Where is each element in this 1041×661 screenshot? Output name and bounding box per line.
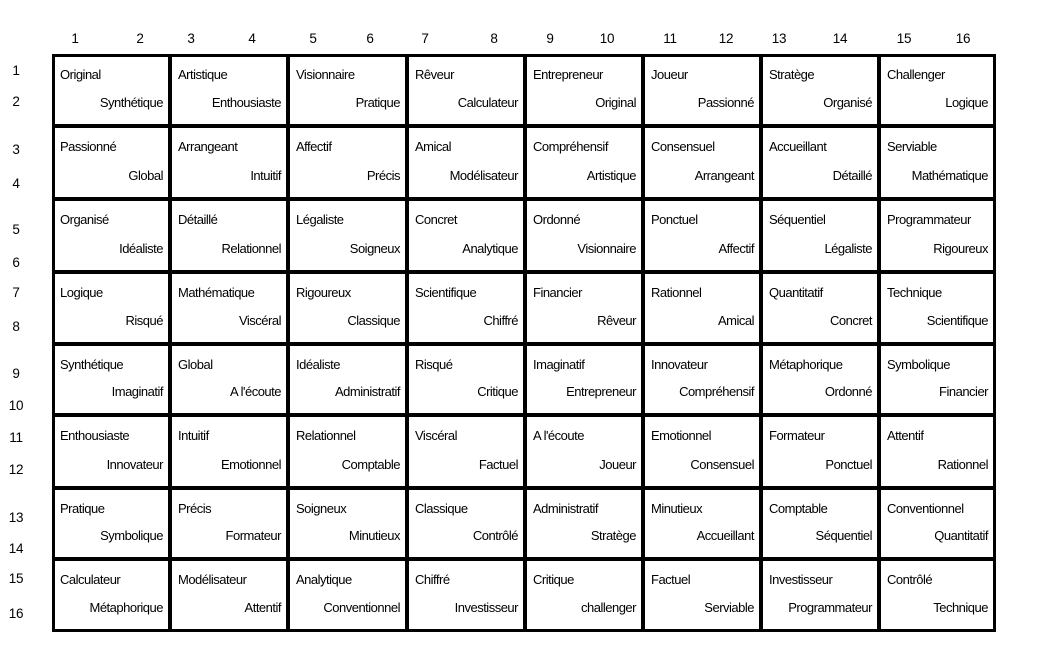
cell-word-bottom: Innovateur xyxy=(106,457,163,472)
cell-word-top: Viscéral xyxy=(415,428,458,443)
grid-column-divider xyxy=(641,57,645,629)
cell-word-bottom: Intuitif xyxy=(250,168,281,183)
cell-word-bottom: Rêveur xyxy=(597,313,636,328)
cell-word-bottom: Rigoureux xyxy=(933,241,988,256)
cell-word-bottom: Pratique xyxy=(355,95,400,110)
cell-word-top: Rationnel xyxy=(651,285,702,300)
cell-word-bottom: Scientifique xyxy=(926,313,988,328)
column-number: 7 xyxy=(421,31,429,46)
cell-word-top: Concret xyxy=(415,212,458,227)
grid-column-divider xyxy=(877,57,881,629)
cell-word-bottom: Légaliste xyxy=(824,241,872,256)
grid-cell xyxy=(291,275,405,342)
column-number: 16 xyxy=(955,31,971,46)
cell-word-top: Calculateur xyxy=(60,572,121,587)
cell-word-bottom: Joueur xyxy=(599,457,636,472)
grid-cell xyxy=(291,129,405,197)
cell-word-bottom: Arrangeant xyxy=(694,168,754,183)
grid-cell xyxy=(55,57,168,124)
row-number: 13 xyxy=(8,510,24,525)
cell-word-top: Passionné xyxy=(60,139,117,154)
column-number: 3 xyxy=(187,31,195,46)
grid-cell xyxy=(764,491,877,557)
cell-word-bottom: Financier xyxy=(939,384,988,399)
cell-word-top: Symbolique xyxy=(887,357,950,372)
cell-word-top: Administratif xyxy=(533,501,599,516)
row-number: 15 xyxy=(8,571,24,586)
grid-cell xyxy=(173,418,286,486)
row-number: 9 xyxy=(12,366,20,381)
row-number: 10 xyxy=(8,398,24,413)
cell-word-top: Investisseur xyxy=(769,572,833,587)
cell-word-top: Entrepreneur xyxy=(533,67,603,82)
grid-cell xyxy=(646,275,759,342)
column-number: 1 xyxy=(71,31,79,46)
grid-cell xyxy=(882,57,993,124)
cell-word-top: Ordonné xyxy=(533,212,581,227)
grid-cell xyxy=(882,491,993,557)
column-number: 6 xyxy=(366,31,374,46)
grid-cell xyxy=(646,491,759,557)
grid-cell xyxy=(528,418,641,486)
cell-word-bottom: Synthétique xyxy=(99,95,163,110)
grid-cell xyxy=(173,202,286,270)
column-number: 5 xyxy=(309,31,317,46)
column-number: 2 xyxy=(136,31,144,46)
grid-cell xyxy=(882,347,993,413)
cell-word-top: Attentif xyxy=(887,428,924,443)
cell-word-bottom: A l'écoute xyxy=(230,384,281,399)
row-number: 14 xyxy=(8,541,24,556)
cell-word-top: Chiffré xyxy=(415,572,450,587)
cell-word-bottom: Précis xyxy=(366,168,400,183)
cell-word-top: Programmateur xyxy=(887,212,971,227)
cell-word-bottom: Imaginatif xyxy=(111,384,163,399)
cell-word-bottom: Consensuel xyxy=(690,457,754,472)
cell-word-bottom: Entrepreneur xyxy=(566,384,636,399)
cell-word-bottom: Relationnel xyxy=(221,241,281,256)
cell-word-bottom: Conventionnel xyxy=(323,600,400,615)
grid-cell xyxy=(410,418,523,486)
grid-cell xyxy=(764,275,877,342)
grid-cell xyxy=(764,418,877,486)
cell-word-bottom: Technique xyxy=(933,600,988,615)
grid-cell xyxy=(173,347,286,413)
grid-cell xyxy=(55,275,168,342)
grid-cell xyxy=(291,418,405,486)
cell-word-top: Précis xyxy=(178,501,212,516)
column-number: 8 xyxy=(490,31,498,46)
cell-word-bottom: Ordonné xyxy=(824,384,872,399)
cell-word-bottom: Visionnaire xyxy=(577,241,636,256)
cell-word-bottom: Organisé xyxy=(823,95,872,110)
cell-word-bottom: Rationnel xyxy=(937,457,988,472)
cell-word-bottom: Critique xyxy=(477,384,518,399)
grid-cell xyxy=(764,57,877,124)
cell-word-top: Relationnel xyxy=(296,428,356,443)
grid-cell xyxy=(291,562,405,629)
grid-cell xyxy=(291,57,405,124)
grid-cell xyxy=(882,418,993,486)
grid-cell xyxy=(646,562,759,629)
row-number: 12 xyxy=(8,462,24,477)
grid-cell xyxy=(882,275,993,342)
grid-cell xyxy=(173,129,286,197)
cell-word-bottom: Global xyxy=(128,168,163,183)
cell-word-top: Global xyxy=(178,357,213,372)
column-number: 15 xyxy=(896,31,912,46)
cell-word-top: Logique xyxy=(60,285,103,300)
cell-word-top: Affectif xyxy=(296,139,332,154)
grid-cell xyxy=(55,562,168,629)
cell-word-bottom: Compréhensif xyxy=(679,384,754,399)
grid-cell xyxy=(764,129,877,197)
grid-cell xyxy=(882,202,993,270)
grid-cell xyxy=(55,202,168,270)
grid-cell xyxy=(528,275,641,342)
grid-cell xyxy=(55,129,168,197)
grid-cell xyxy=(646,129,759,197)
grid-cell xyxy=(55,347,168,413)
cell-word-top: Accueillant xyxy=(769,139,827,154)
row-number: 7 xyxy=(12,285,20,300)
grid-cell xyxy=(410,347,523,413)
cell-word-top: Comptable xyxy=(769,501,828,516)
grid-cell xyxy=(764,347,877,413)
cell-word-top: Critique xyxy=(533,572,574,587)
cell-word-top: Organisé xyxy=(60,212,109,227)
cell-word-top: Technique xyxy=(887,285,942,300)
cell-word-top: Enthousiaste xyxy=(60,428,130,443)
cell-word-top: Synthétique xyxy=(60,357,124,372)
cell-word-bottom: Calculateur xyxy=(457,95,518,110)
grid-cell xyxy=(410,562,523,629)
grid-cell xyxy=(764,202,877,270)
grid-cell xyxy=(528,57,641,124)
cell-word-top: Amical xyxy=(415,139,452,154)
cell-word-top: Soigneux xyxy=(296,501,347,516)
cell-word-top: Ponctuel xyxy=(651,212,698,227)
cell-word-top: Serviable xyxy=(887,139,937,154)
cell-word-bottom: Programmateur xyxy=(788,600,872,615)
cell-word-bottom: Analytique xyxy=(462,241,518,256)
cell-word-bottom: Soigneux xyxy=(349,241,400,256)
cell-word-bottom: Attentif xyxy=(244,600,281,615)
grid-cell xyxy=(646,347,759,413)
cell-word-top: Financier xyxy=(533,285,582,300)
grid-cell xyxy=(55,491,168,557)
row-number: 8 xyxy=(12,319,20,334)
cell-word-top: Risqué xyxy=(415,357,453,372)
cell-word-top: Factuel xyxy=(651,572,691,587)
cell-word-top: Modélisateur xyxy=(178,572,247,587)
grid-cell xyxy=(528,491,641,557)
grid-cell xyxy=(646,202,759,270)
cell-word-bottom: Concret xyxy=(829,313,872,328)
cell-word-bottom: Amical xyxy=(717,313,754,328)
cell-word-bottom: Stratège xyxy=(590,528,636,543)
cell-word-top: Joueur xyxy=(651,67,688,82)
row-number: 16 xyxy=(8,606,24,621)
grid-cell xyxy=(528,347,641,413)
cell-word-bottom: Emotionnel xyxy=(220,457,281,472)
cell-word-bottom: Investisseur xyxy=(454,600,518,615)
cell-word-bottom: Ponctuel xyxy=(825,457,872,472)
cell-word-top: Scientifique xyxy=(415,285,477,300)
row-number: 2 xyxy=(12,94,20,109)
cell-word-bottom: Séquentiel xyxy=(815,528,872,543)
cell-word-bottom: Enthousiaste xyxy=(211,95,281,110)
cell-word-top: Idéaliste xyxy=(296,357,340,372)
row-number: 3 xyxy=(12,142,20,157)
grid-cell xyxy=(882,129,993,197)
grid-cell xyxy=(646,418,759,486)
grid-cell xyxy=(882,562,993,629)
grid-cell xyxy=(410,57,523,124)
grid-cell xyxy=(764,562,877,629)
grid-cell xyxy=(410,275,523,342)
column-number: 12 xyxy=(718,31,734,46)
cell-word-bottom: Serviable xyxy=(704,600,754,615)
cell-word-top: Pratique xyxy=(60,501,105,516)
cell-word-top: Séquentiel xyxy=(769,212,826,227)
cell-word-top: Analytique xyxy=(296,572,352,587)
grid-cell xyxy=(291,347,405,413)
cell-word-bottom: Minutieux xyxy=(348,528,400,543)
grid-cell xyxy=(291,491,405,557)
cell-word-bottom: Factuel xyxy=(478,457,518,472)
column-number: 4 xyxy=(248,31,256,46)
column-number: 11 xyxy=(663,31,677,46)
cell-word-bottom: Mathématique xyxy=(911,168,988,183)
cell-word-top: Consensuel xyxy=(651,139,715,154)
grid-cell xyxy=(528,129,641,197)
cell-word-bottom: Idéaliste xyxy=(119,241,163,256)
cell-word-top: Formateur xyxy=(769,428,825,443)
grid-cell xyxy=(173,491,286,557)
cell-word-top: Emotionnel xyxy=(651,428,712,443)
cell-word-top: Imaginatif xyxy=(533,357,585,372)
cell-word-top: Compréhensif xyxy=(533,139,608,154)
cell-word-top: Visionnaire xyxy=(296,67,355,82)
cell-word-top: Classique xyxy=(415,501,468,516)
cell-word-bottom: Passionné xyxy=(697,95,754,110)
cell-word-top: Légaliste xyxy=(296,212,344,227)
cell-word-bottom: Administratif xyxy=(334,384,400,399)
cell-word-top: Artistique xyxy=(178,67,228,82)
cell-word-top: Conventionnel xyxy=(887,501,964,516)
row-number: 11 xyxy=(9,430,23,445)
cell-word-top: Stratège xyxy=(769,67,815,82)
cell-word-bottom: Modélisateur xyxy=(449,168,518,183)
cell-word-bottom: Chiffré xyxy=(483,313,518,328)
row-number: 5 xyxy=(12,222,20,237)
cell-word-top: Challenger xyxy=(887,67,945,82)
cell-word-top: Détaillé xyxy=(178,212,218,227)
grid-cell xyxy=(291,202,405,270)
grid-cell xyxy=(528,562,641,629)
cell-word-bottom: Risqué xyxy=(125,313,163,328)
cell-word-bottom: Logique xyxy=(945,95,988,110)
grid-cell xyxy=(410,202,523,270)
cell-word-bottom: Artistique xyxy=(586,168,636,183)
cell-word-top: Arrangeant xyxy=(178,139,238,154)
row-number: 1 xyxy=(12,63,20,78)
grid-cell xyxy=(55,418,168,486)
cell-word-top: Contrôlé xyxy=(887,572,933,587)
cell-word-bottom: Original xyxy=(595,95,636,110)
grid-cell xyxy=(528,202,641,270)
grid-cell xyxy=(410,491,523,557)
cell-word-top: A l'écoute xyxy=(533,428,584,443)
cell-word-bottom: Viscéral xyxy=(238,313,281,328)
cell-word-top: Innovateur xyxy=(651,357,708,372)
row-number: 6 xyxy=(12,255,20,270)
cell-word-bottom: Accueillant xyxy=(696,528,754,543)
cell-word-bottom: Métaphorique xyxy=(89,600,163,615)
grid-column-divider xyxy=(759,57,763,629)
grid-column-divider xyxy=(405,57,409,629)
cell-word-top: Rêveur xyxy=(415,67,454,82)
column-number: 9 xyxy=(546,31,554,46)
grid-cell xyxy=(173,57,286,124)
cell-word-bottom: Formateur xyxy=(225,528,281,543)
row-number: 4 xyxy=(12,176,20,191)
cell-word-top: Rigoureux xyxy=(296,285,351,300)
column-number: 13 xyxy=(771,31,787,46)
cell-word-top: Intuitif xyxy=(178,428,209,443)
cell-word-top: Mathématique xyxy=(178,285,255,300)
cell-word-bottom: Comptable xyxy=(341,457,400,472)
column-number: 14 xyxy=(832,31,848,46)
cell-word-bottom: Affectif xyxy=(718,241,754,256)
cell-word-bottom: Symbolique xyxy=(100,528,163,543)
grid-cell xyxy=(173,562,286,629)
cell-word-bottom: Quantitatif xyxy=(934,528,988,543)
cell-word-top: Original xyxy=(60,67,101,82)
grid-column-divider xyxy=(286,57,290,629)
cell-word-top: Métaphorique xyxy=(769,357,843,372)
cell-word-top: Quantitatif xyxy=(769,285,823,300)
grid-column-divider xyxy=(523,57,527,629)
cell-word-bottom: Classique xyxy=(347,313,400,328)
grid-cell xyxy=(410,129,523,197)
cell-word-bottom: Détaillé xyxy=(832,168,872,183)
cell-word-bottom: challenger xyxy=(581,600,636,615)
cell-word-top: Minutieux xyxy=(651,501,703,516)
grid-cell xyxy=(646,57,759,124)
column-number: 10 xyxy=(599,31,615,46)
word-grid-table xyxy=(52,54,996,632)
grid-cell xyxy=(173,275,286,342)
cell-word-bottom: Contrôlé xyxy=(472,528,518,543)
grid-column-divider xyxy=(168,57,172,629)
